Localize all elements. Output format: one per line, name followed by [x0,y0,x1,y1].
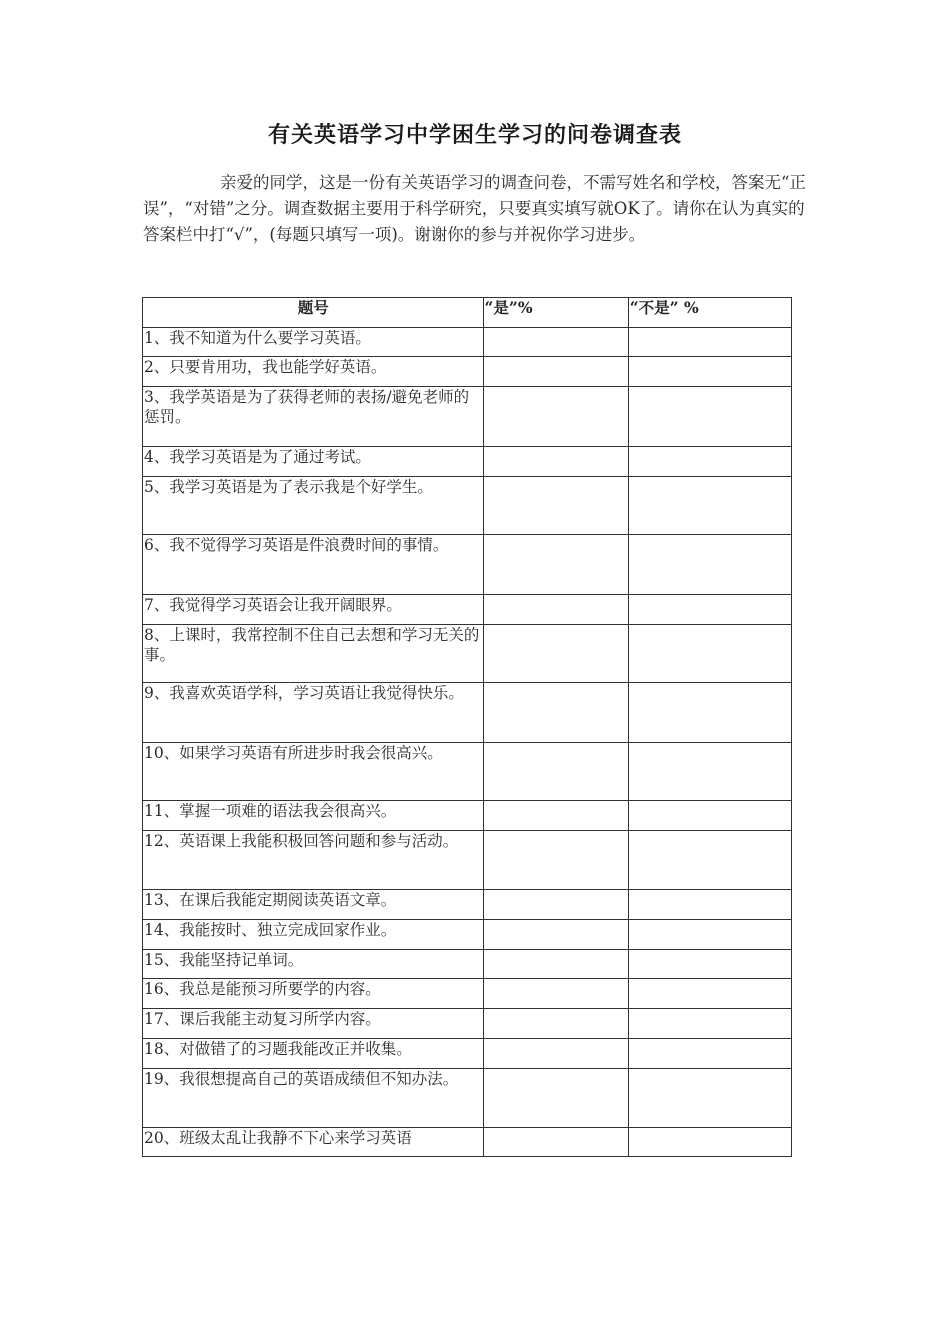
page-title: 有关英语学习中学困生学习的问卷调查表 [267,122,682,148]
yes-answer-cell[interactable] [483,625,628,683]
question-text: 11、掌握一项难的语法我会很高兴。 [143,801,484,831]
table-row [143,979,792,1009]
no-answer-cell[interactable] [628,535,791,595]
yes-answer-cell[interactable] [483,357,628,387]
question-text: 3、我学英语是为了获得老师的表扬/避免老师的惩罚。 [143,387,484,447]
yes-answer-cell[interactable] [483,387,628,447]
table-row [143,595,792,625]
table-header-row [143,298,792,328]
question-text: 9、我喜欢英语学科，学习英语让我觉得快乐。 [143,683,484,743]
yes-answer-cell[interactable] [483,950,628,979]
yes-answer-cell[interactable] [483,743,628,801]
question-text: 16、我总是能预习所要学的内容。 [143,979,484,1009]
yes-answer-cell[interactable] [483,477,628,535]
table-row [143,535,792,595]
question-text: 10、如果学习英语有所进步时我会很高兴。 [143,743,484,801]
no-answer-cell[interactable] [628,1009,791,1039]
no-answer-cell[interactable] [628,357,791,387]
no-answer-cell[interactable] [628,683,791,743]
table-row [143,387,792,447]
intro-paragraph [143,170,810,248]
yes-answer-cell[interactable] [483,890,628,920]
yes-answer-cell[interactable] [483,1128,628,1157]
table-row [143,1128,792,1157]
question-text: 1、我不知道为什么要学习英语。 [143,328,484,357]
question-text: 4、我学习英语是为了通过考试。 [143,447,484,477]
no-answer-cell[interactable] [628,1069,791,1128]
table-row [143,1069,792,1128]
yes-answer-cell[interactable] [483,979,628,1009]
no-answer-cell[interactable] [628,387,791,447]
yes-answer-cell[interactable] [483,1069,628,1128]
yes-answer-cell[interactable] [483,1039,628,1069]
table-row [143,683,792,743]
table-row [143,1039,792,1069]
table-row [143,357,792,387]
question-text: 19、我很想提高自己的英语成绩但不知办法。 [143,1069,484,1128]
survey-table [142,297,792,1157]
no-answer-cell[interactable] [628,890,791,920]
question-text: 8、上课时，我常控制不住自己去想和学习无关的事。 [143,625,484,683]
table-row [143,920,792,950]
no-answer-cell[interactable] [628,447,791,477]
no-answer-cell[interactable] [628,831,791,890]
question-text: 14、我能按时、独立完成回家作业。 [143,920,484,950]
question-text: 5、我学习英语是为了表示我是个好学生。 [143,477,484,535]
question-text: 2、只要肯用功，我也能学好英语。 [143,357,484,387]
intro-text: 亲爱的同学，这是一份有关英语学习的调查问卷，不需写姓名和学校，答案无“正误”，“对错”之分。调查数据主要用于科学研究，只要真实填写就OK了。请你在认为真实的答案栏中打“√”，(每题只填写一项)。谢谢你的参与并祝你学习进步。 [143,173,806,244]
question-text: 13、在课后我能定期阅读英语文章。 [143,890,484,920]
header-yes-percent: “是”% [483,298,628,328]
table-row [143,625,792,683]
table-row [143,801,792,831]
yes-answer-cell[interactable] [483,447,628,477]
question-text: 12、英语课上我能积极回答问题和参与活动。 [143,831,484,890]
yes-answer-cell[interactable] [483,920,628,950]
question-text: 17、课后我能主动复习所学内容。 [143,1009,484,1039]
yes-answer-cell[interactable] [483,328,628,357]
no-answer-cell[interactable] [628,328,791,357]
no-answer-cell[interactable] [628,743,791,801]
no-answer-cell[interactable] [628,477,791,535]
table-row [143,831,792,890]
question-text: 18、对做错了的习题我能改正并收集。 [143,1039,484,1069]
no-answer-cell[interactable] [628,950,791,979]
yes-answer-cell[interactable] [483,831,628,890]
table-row [143,950,792,979]
question-text: 20、班级太乱让我静不下心来学习英语 [143,1128,484,1157]
yes-answer-cell[interactable] [483,1009,628,1039]
no-answer-cell[interactable] [628,801,791,831]
question-text: 7、我觉得学习英语会让我开阔眼界。 [143,595,484,625]
yes-answer-cell[interactable] [483,683,628,743]
no-answer-cell[interactable] [628,920,791,950]
header-no-percent: “不是” % [628,298,791,328]
survey-table-body [143,328,792,1157]
table-row [143,890,792,920]
question-text: 6、我不觉得学习英语是件浪费时间的事情。 [143,535,484,595]
no-answer-cell[interactable] [628,625,791,683]
yes-answer-cell[interactable] [483,801,628,831]
no-answer-cell[interactable] [628,1039,791,1069]
no-answer-cell[interactable] [628,1128,791,1157]
table-row [143,447,792,477]
table-row [143,328,792,357]
no-answer-cell[interactable] [628,979,791,1009]
header-question-number: 题号 [143,298,484,328]
yes-answer-cell[interactable] [483,595,628,625]
table-row [143,477,792,535]
no-answer-cell[interactable] [628,595,791,625]
table-row [143,743,792,801]
question-text: 15、我能坚持记单词。 [143,950,484,979]
table-row [143,1009,792,1039]
yes-answer-cell[interactable] [483,535,628,595]
